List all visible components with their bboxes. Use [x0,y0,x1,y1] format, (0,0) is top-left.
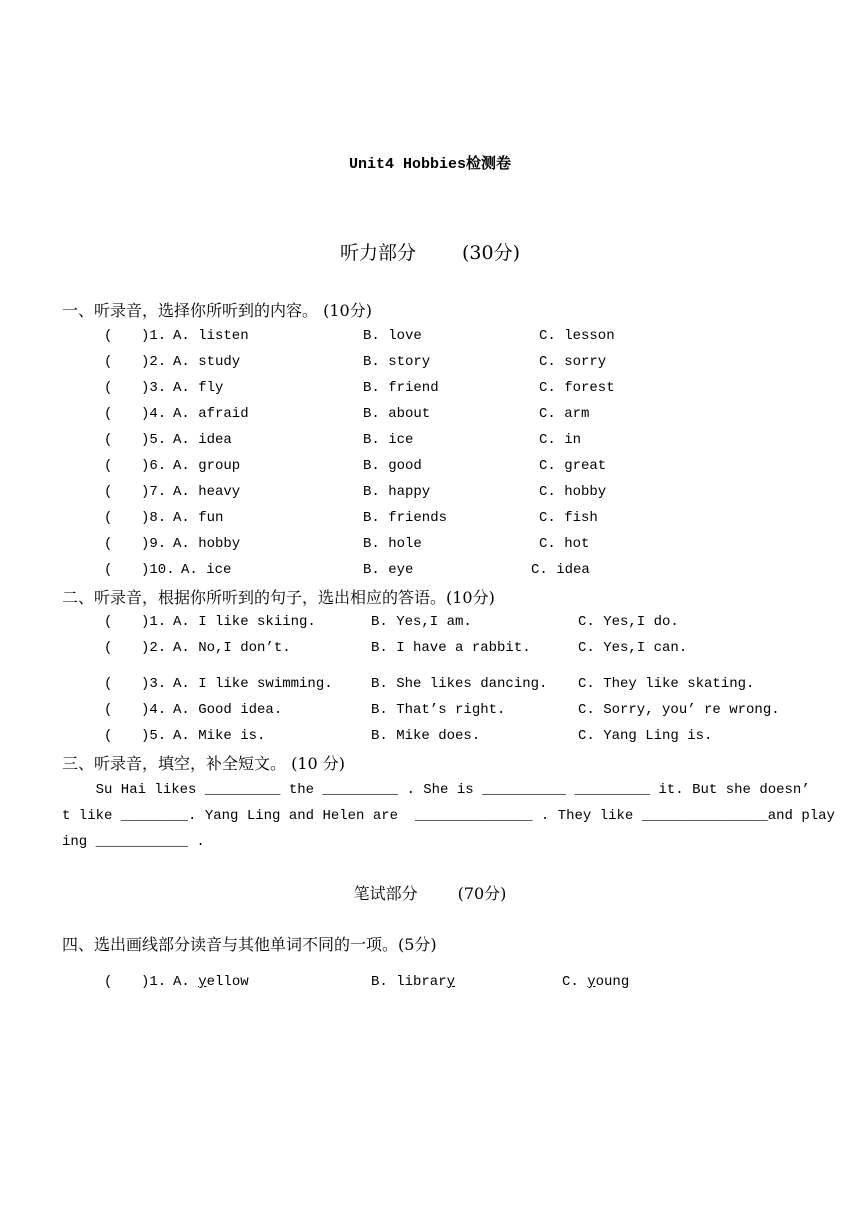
option-b [371,974,455,990]
question-number: )6. [141,458,167,474]
question-row [0,484,860,504]
option-a: A. Good idea. [173,702,283,718]
option-a: A. afraid [173,406,249,422]
option-a: A. I like skiing. [173,614,316,630]
option-c-pre: C. [562,974,588,990]
question-number: )2. [141,640,167,656]
question-row [0,458,860,478]
option-c-post: oung [595,974,630,990]
answer-paren: ( [104,676,113,692]
question-number: )1. [141,614,167,630]
written-part-score: (70分) [457,884,507,903]
question-number: )4. [141,406,167,422]
option-a: A. study [173,354,241,370]
document-title: Unit4 Hobbies检测卷 [348,156,512,173]
option-b: B. Mike does. [371,728,481,744]
option-a: A. listen [173,328,249,344]
question-number: )8. [141,510,167,526]
question-number: )2. [141,354,167,370]
question-number: )3. [141,380,167,396]
option-c: C. in [539,432,582,448]
section3-heading: 三、听录音，填空，补全短文。 (10 分) [62,754,346,773]
question-number: )4. [141,702,167,718]
option-c: C. idea [531,562,590,578]
answer-paren: ( [104,380,113,396]
answer-paren: ( [104,432,113,448]
option-b: B. good [363,458,422,474]
question-row [0,380,860,400]
option-c: C. great [539,458,607,474]
option-c-underlined: y [587,974,596,990]
listening-part-score: (30分) [462,242,521,264]
question-row [0,510,860,530]
answer-paren: ( [104,702,113,718]
option-c: C. Sorry, you’ re wrong. [578,702,780,718]
question-row [0,536,860,556]
answer-paren: ( [104,640,113,656]
question-row [0,562,860,582]
question-number: )1. [141,974,167,990]
passage-line-3: ing ___________ . [62,834,205,850]
section4-heading: 四、选出画线部分读音与其他单词不同的一项。(5分) [62,935,437,954]
question-row [0,702,860,722]
listening-part-title [0,238,860,265]
option-a: A. ice [181,562,232,578]
option-b: B. love [363,328,422,344]
question-number: )9. [141,536,167,552]
question-row [0,432,860,452]
section3-passage [62,777,835,855]
section2-heading: 二、听录音，根据你所听到的句子，选出相应的答语。(10分) [62,588,495,607]
option-c: C. Yes,I do. [578,614,679,630]
option-c [562,974,629,990]
option-b: B. friend [363,380,439,396]
written-part-title [0,881,860,904]
option-a: A. heavy [173,484,241,500]
answer-paren: ( [104,406,113,422]
question-row [0,640,860,660]
answer-paren: ( [104,328,113,344]
option-b: B. happy [363,484,431,500]
question-row [0,328,860,348]
question-row [0,728,860,748]
option-c: C. They like skating. [578,676,755,692]
written-part-name: 笔试部分 [353,884,418,903]
section4-question-row [0,974,860,994]
option-b: B. I have a rabbit. [371,640,531,656]
answer-paren: ( [104,974,113,990]
option-c: C. Yang Ling is. [578,728,713,744]
option-a: A. idea [173,432,232,448]
question-number: )1. [141,328,167,344]
option-a: A. group [173,458,241,474]
question-number: )7. [141,484,167,500]
option-a: A. fly [173,380,224,396]
option-c: C. forest [539,380,615,396]
option-b: B. about [363,406,431,422]
option-c: C. hobby [539,484,607,500]
option-b: B. ice [363,432,414,448]
answer-paren: ( [104,510,113,526]
option-c: C. Yes,I can. [578,640,688,656]
option-a: A. No,I don’t. [173,640,291,656]
answer-paren: ( [104,458,113,474]
question-row [0,354,860,374]
answer-paren: ( [104,484,113,500]
section1-heading: 一、听录音，选择你所听到的内容。 (10分) [62,301,372,320]
option-b: B. friends [363,510,448,526]
option-b: B. hole [363,536,422,552]
option-b: B. She likes dancing. [371,676,548,692]
answer-paren: ( [104,562,113,578]
option-a: A. Mike is. [173,728,266,744]
option-a-underlined: y [198,974,207,990]
option-a: A. I like swimming. [173,676,333,692]
question-number: )3. [141,676,167,692]
answer-paren: ( [104,614,113,630]
option-b: B. story [363,354,431,370]
question-row [0,614,860,634]
passage-line-2: t like ________. Yang Ling and Helen are ______________ . They like _______________and play [62,808,835,824]
option-c: C. lesson [539,328,615,344]
answer-paren: ( [104,728,113,744]
option-a-post: ellow [206,974,249,990]
option-b-pre: B. librar [371,974,447,990]
option-a [173,974,249,990]
option-a: A. hobby [173,536,241,552]
answer-paren: ( [104,536,113,552]
listening-part-name: 听力部分 [339,242,416,264]
option-a-pre: A. [173,974,199,990]
option-b: B. Yes,I am. [371,614,472,630]
question-number: )5. [141,432,167,448]
question-number: )10. [141,562,175,578]
option-a: A. fun [173,510,224,526]
option-b: B. That’s right. [371,702,506,718]
option-c: C. fish [539,510,598,526]
question-number: )5. [141,728,167,744]
option-c: C. hot [539,536,590,552]
option-b: B. eye [363,562,414,578]
passage-line-1: Su Hai likes _________ the _________ . She is __________ _________ it. But she doesn’ [62,782,810,798]
option-c: C. arm [539,406,590,422]
option-b-underlined: y [446,974,456,990]
question-row [0,676,860,696]
question-row [0,406,860,426]
option-c: C. sorry [539,354,607,370]
answer-paren: ( [104,354,113,370]
